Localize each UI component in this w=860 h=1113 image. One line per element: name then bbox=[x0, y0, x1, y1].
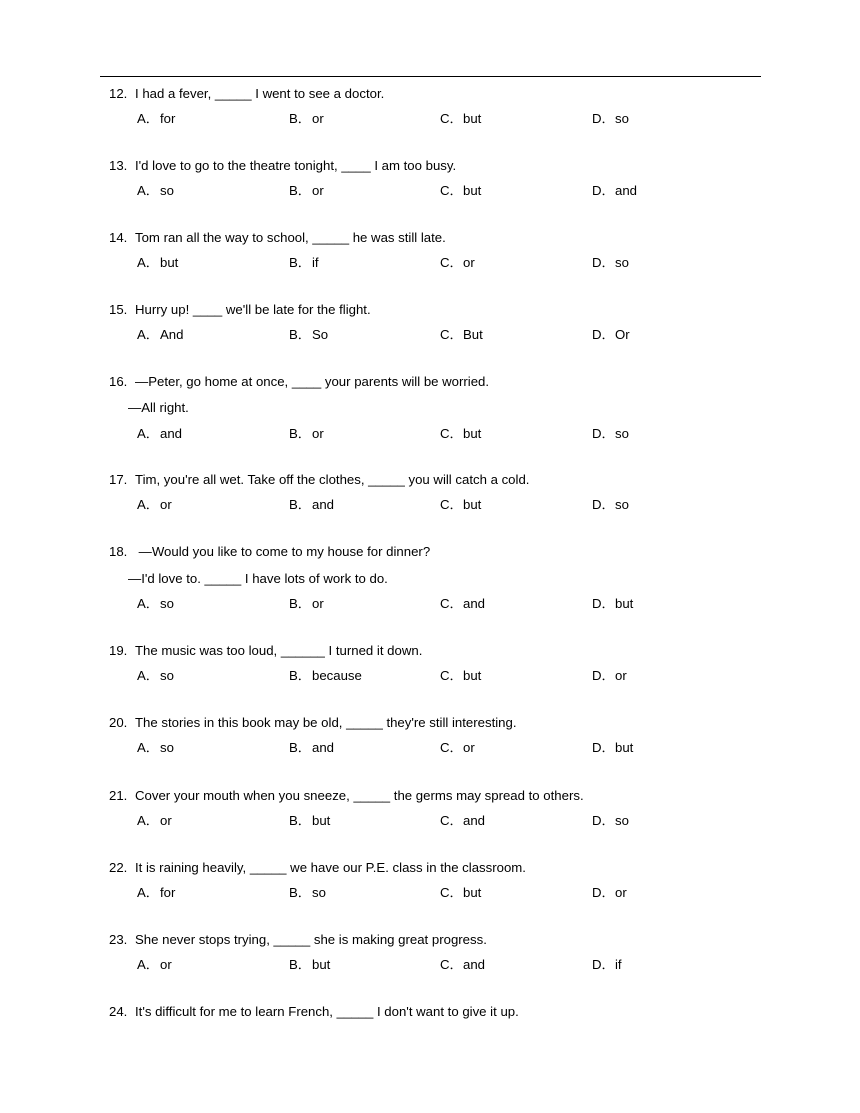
question-text: Hurry up! ____ we'll be late for the flight. bbox=[135, 302, 371, 317]
question-number: 21. bbox=[109, 788, 128, 803]
option-letter: C． bbox=[440, 183, 463, 198]
option-b[interactable] bbox=[289, 497, 334, 513]
option-b[interactable] bbox=[289, 957, 330, 973]
option-a[interactable] bbox=[137, 813, 172, 829]
option-c[interactable] bbox=[440, 497, 481, 513]
question-stem bbox=[109, 374, 489, 390]
option-text: or bbox=[160, 497, 172, 512]
option-letter: C． bbox=[440, 111, 463, 126]
question-text: —Would you like to come to my house for dinner? bbox=[135, 544, 431, 559]
option-letter: B． bbox=[289, 740, 311, 755]
option-letter: D． bbox=[592, 957, 615, 972]
question-stem bbox=[109, 788, 584, 804]
option-letter: D． bbox=[592, 183, 615, 198]
question-stem bbox=[109, 643, 422, 659]
option-letter: D． bbox=[592, 813, 615, 828]
option-text: and bbox=[615, 183, 638, 198]
option-text: so bbox=[615, 497, 629, 512]
option-letter: D． bbox=[592, 255, 615, 270]
option-a[interactable] bbox=[137, 255, 178, 271]
option-letter: D． bbox=[592, 740, 615, 755]
option-letter: D． bbox=[592, 668, 615, 683]
answer-options bbox=[0, 111, 860, 127]
option-text: and bbox=[312, 497, 335, 512]
option-text: but bbox=[463, 111, 482, 126]
question-text: It's difficult for me to learn French, _____ I don't want to give it up. bbox=[135, 1004, 519, 1019]
option-b[interactable] bbox=[289, 668, 362, 684]
option-letter: B． bbox=[289, 668, 311, 683]
question-stem bbox=[109, 860, 526, 876]
option-text: because bbox=[312, 668, 362, 683]
option-letter: D． bbox=[592, 327, 615, 342]
option-text: so bbox=[160, 596, 174, 611]
option-b[interactable] bbox=[289, 111, 324, 127]
option-c[interactable] bbox=[440, 327, 483, 343]
option-b[interactable] bbox=[289, 426, 324, 442]
question-text: Tom ran all the way to school, _____ he was still late. bbox=[135, 230, 446, 245]
question-text: Cover your mouth when you sneeze, _____ the germs may spread to others. bbox=[135, 788, 584, 803]
option-letter: A． bbox=[137, 885, 159, 900]
option-text: or bbox=[312, 183, 324, 198]
option-letter: B． bbox=[289, 885, 311, 900]
option-text: so bbox=[160, 183, 174, 198]
option-a[interactable] bbox=[137, 497, 172, 513]
option-text: so bbox=[160, 740, 174, 755]
option-a[interactable] bbox=[137, 668, 174, 684]
option-a[interactable] bbox=[137, 957, 172, 973]
option-letter: A． bbox=[137, 255, 159, 270]
option-letter: A． bbox=[137, 740, 159, 755]
question-text: Tim, you're all wet. Take off the clothes, _____ you will catch a cold. bbox=[135, 472, 530, 487]
answer-options bbox=[0, 255, 860, 271]
option-letter: A． bbox=[137, 327, 159, 342]
option-text: and bbox=[463, 813, 486, 828]
option-a[interactable] bbox=[137, 740, 174, 756]
option-text: and bbox=[463, 957, 486, 972]
option-text: but bbox=[312, 813, 331, 828]
option-a[interactable] bbox=[137, 426, 182, 442]
question-stem bbox=[109, 1004, 519, 1020]
option-d[interactable] bbox=[592, 596, 633, 612]
option-letter: C． bbox=[440, 426, 463, 441]
question-text: She never stops trying, _____ she is making great progress. bbox=[135, 932, 487, 947]
option-c[interactable] bbox=[440, 957, 485, 973]
question-text: —Peter, go home at once, ____ your parents will be worried. bbox=[135, 374, 490, 389]
option-text: but bbox=[463, 183, 482, 198]
option-text: or bbox=[463, 740, 475, 755]
option-d[interactable] bbox=[592, 426, 629, 442]
option-letter: A． bbox=[137, 957, 159, 972]
option-letter: D． bbox=[592, 596, 615, 611]
question-text: The stories in this book may be old, _____ they're still interesting. bbox=[135, 715, 517, 730]
option-letter: B． bbox=[289, 327, 311, 342]
option-text: or bbox=[312, 111, 324, 126]
option-a[interactable] bbox=[137, 111, 175, 127]
option-a[interactable] bbox=[137, 327, 183, 343]
option-a[interactable] bbox=[137, 183, 174, 199]
question-text: It is raining heavily, _____ we have our P.E. class in the classroom. bbox=[135, 860, 526, 875]
question-stem bbox=[109, 472, 529, 488]
option-text: so bbox=[615, 255, 629, 270]
option-d[interactable] bbox=[592, 497, 629, 513]
option-letter: A． bbox=[137, 596, 159, 611]
option-letter: B． bbox=[289, 497, 311, 512]
option-c[interactable] bbox=[440, 596, 485, 612]
option-letter: C． bbox=[440, 668, 463, 683]
option-text: or bbox=[160, 813, 172, 828]
question-stem bbox=[109, 715, 517, 731]
question-text: The music was too loud, ______ I turned it down. bbox=[135, 643, 423, 658]
option-c[interactable] bbox=[440, 111, 481, 127]
option-c[interactable] bbox=[440, 813, 485, 829]
option-a[interactable] bbox=[137, 596, 174, 612]
option-c[interactable] bbox=[440, 668, 481, 684]
option-text: and bbox=[312, 740, 335, 755]
option-text: but bbox=[463, 497, 482, 512]
option-text: but bbox=[312, 957, 331, 972]
option-text: so bbox=[615, 813, 629, 828]
option-letter: B． bbox=[289, 111, 311, 126]
option-letter: B． bbox=[289, 255, 311, 270]
option-letter: D． bbox=[592, 426, 615, 441]
question-stem bbox=[109, 302, 371, 318]
option-letter: C． bbox=[440, 957, 463, 972]
question-text: I'd love to go to the theatre tonight, ____ I am too busy. bbox=[135, 158, 457, 173]
option-text: for bbox=[160, 111, 176, 126]
option-text: but bbox=[160, 255, 179, 270]
option-text: or bbox=[463, 255, 475, 270]
option-text: or bbox=[160, 957, 172, 972]
option-letter: B． bbox=[289, 596, 311, 611]
question-number: 20. bbox=[109, 715, 128, 730]
option-letter: B． bbox=[289, 957, 311, 972]
option-d[interactable] bbox=[592, 327, 630, 343]
option-c[interactable] bbox=[440, 740, 475, 756]
answer-options bbox=[0, 740, 860, 756]
option-b[interactable] bbox=[289, 740, 334, 756]
answer-options bbox=[0, 885, 860, 901]
option-letter: C． bbox=[440, 813, 463, 828]
question-number: 12. bbox=[109, 86, 128, 101]
option-text: so bbox=[160, 668, 174, 683]
option-d[interactable] bbox=[592, 813, 629, 829]
answer-options bbox=[0, 957, 860, 973]
option-letter: C． bbox=[440, 327, 463, 342]
option-c[interactable] bbox=[440, 426, 481, 442]
answer-options bbox=[0, 327, 860, 343]
option-a[interactable] bbox=[137, 885, 175, 901]
option-text: But bbox=[463, 327, 483, 342]
option-c[interactable] bbox=[440, 183, 481, 199]
option-b[interactable] bbox=[289, 885, 326, 901]
option-letter: B． bbox=[289, 813, 311, 828]
question-reply-line: —All right. bbox=[128, 400, 189, 415]
answer-options bbox=[0, 183, 860, 199]
question-number: 22. bbox=[109, 860, 128, 875]
question-number: 18. bbox=[109, 544, 128, 559]
option-letter: D． bbox=[592, 497, 615, 512]
question-number: 24. bbox=[109, 1004, 128, 1019]
option-letter: A． bbox=[137, 813, 159, 828]
question-number: 23. bbox=[109, 932, 128, 947]
option-text: so bbox=[312, 885, 326, 900]
question-stem bbox=[109, 158, 456, 174]
option-d[interactable] bbox=[592, 183, 637, 199]
question-number: 16. bbox=[109, 374, 128, 389]
option-b[interactable] bbox=[289, 183, 324, 199]
option-text: and bbox=[463, 596, 486, 611]
option-letter: D． bbox=[592, 885, 615, 900]
option-text: so bbox=[615, 426, 629, 441]
option-letter: A． bbox=[137, 497, 159, 512]
option-d[interactable] bbox=[592, 668, 627, 684]
option-d[interactable] bbox=[592, 740, 633, 756]
answer-options bbox=[0, 426, 860, 442]
option-d[interactable] bbox=[592, 957, 622, 973]
question-text: I had a fever, _____ I went to see a doctor. bbox=[135, 86, 385, 101]
header-rule bbox=[100, 76, 761, 77]
option-text: but bbox=[463, 426, 482, 441]
option-text: but bbox=[463, 668, 482, 683]
question-number: 19. bbox=[109, 643, 128, 658]
answer-options bbox=[0, 596, 860, 612]
question-number: 14. bbox=[109, 230, 128, 245]
question-stem bbox=[109, 230, 446, 246]
question-stem bbox=[109, 86, 384, 102]
option-text: if bbox=[312, 255, 319, 270]
option-letter: A． bbox=[137, 183, 159, 198]
option-text: but bbox=[615, 596, 634, 611]
question-reply-line: —I'd love to. _____ I have lots of work to do. bbox=[128, 571, 388, 586]
question-stem bbox=[109, 544, 430, 560]
option-letter: C． bbox=[440, 255, 463, 270]
option-b[interactable] bbox=[289, 255, 319, 271]
option-letter: D． bbox=[592, 111, 615, 126]
option-letter: B． bbox=[289, 426, 311, 441]
option-c[interactable] bbox=[440, 255, 475, 271]
question-number: 15. bbox=[109, 302, 128, 317]
option-c[interactable] bbox=[440, 885, 481, 901]
option-letter: A． bbox=[137, 668, 159, 683]
option-b[interactable] bbox=[289, 327, 328, 343]
option-d[interactable] bbox=[592, 885, 627, 901]
option-text: for bbox=[160, 885, 176, 900]
option-d[interactable] bbox=[592, 255, 629, 271]
option-letter: C． bbox=[440, 740, 463, 755]
answer-options bbox=[0, 668, 860, 684]
option-letter: C． bbox=[440, 885, 463, 900]
option-letter: B． bbox=[289, 183, 311, 198]
option-letter: C． bbox=[440, 497, 463, 512]
option-text: And bbox=[160, 327, 184, 342]
option-text: but bbox=[615, 740, 634, 755]
option-text: and bbox=[160, 426, 183, 441]
option-text: Or bbox=[615, 327, 630, 342]
option-text: So bbox=[312, 327, 329, 342]
option-text: so bbox=[615, 111, 629, 126]
answer-options bbox=[0, 813, 860, 829]
option-text: but bbox=[463, 885, 482, 900]
answer-options bbox=[0, 497, 860, 513]
question-stem bbox=[109, 932, 487, 948]
option-text: or bbox=[615, 668, 627, 683]
option-d[interactable] bbox=[592, 111, 629, 127]
option-text: if bbox=[615, 957, 622, 972]
question-number: 17. bbox=[109, 472, 128, 487]
option-text: or bbox=[312, 596, 324, 611]
option-text: or bbox=[615, 885, 627, 900]
option-letter: A． bbox=[137, 111, 159, 126]
question-number: 13. bbox=[109, 158, 128, 173]
option-text: or bbox=[312, 426, 324, 441]
option-b[interactable] bbox=[289, 596, 324, 612]
option-letter: A． bbox=[137, 426, 159, 441]
option-letter: C． bbox=[440, 596, 463, 611]
option-b[interactable] bbox=[289, 813, 330, 829]
